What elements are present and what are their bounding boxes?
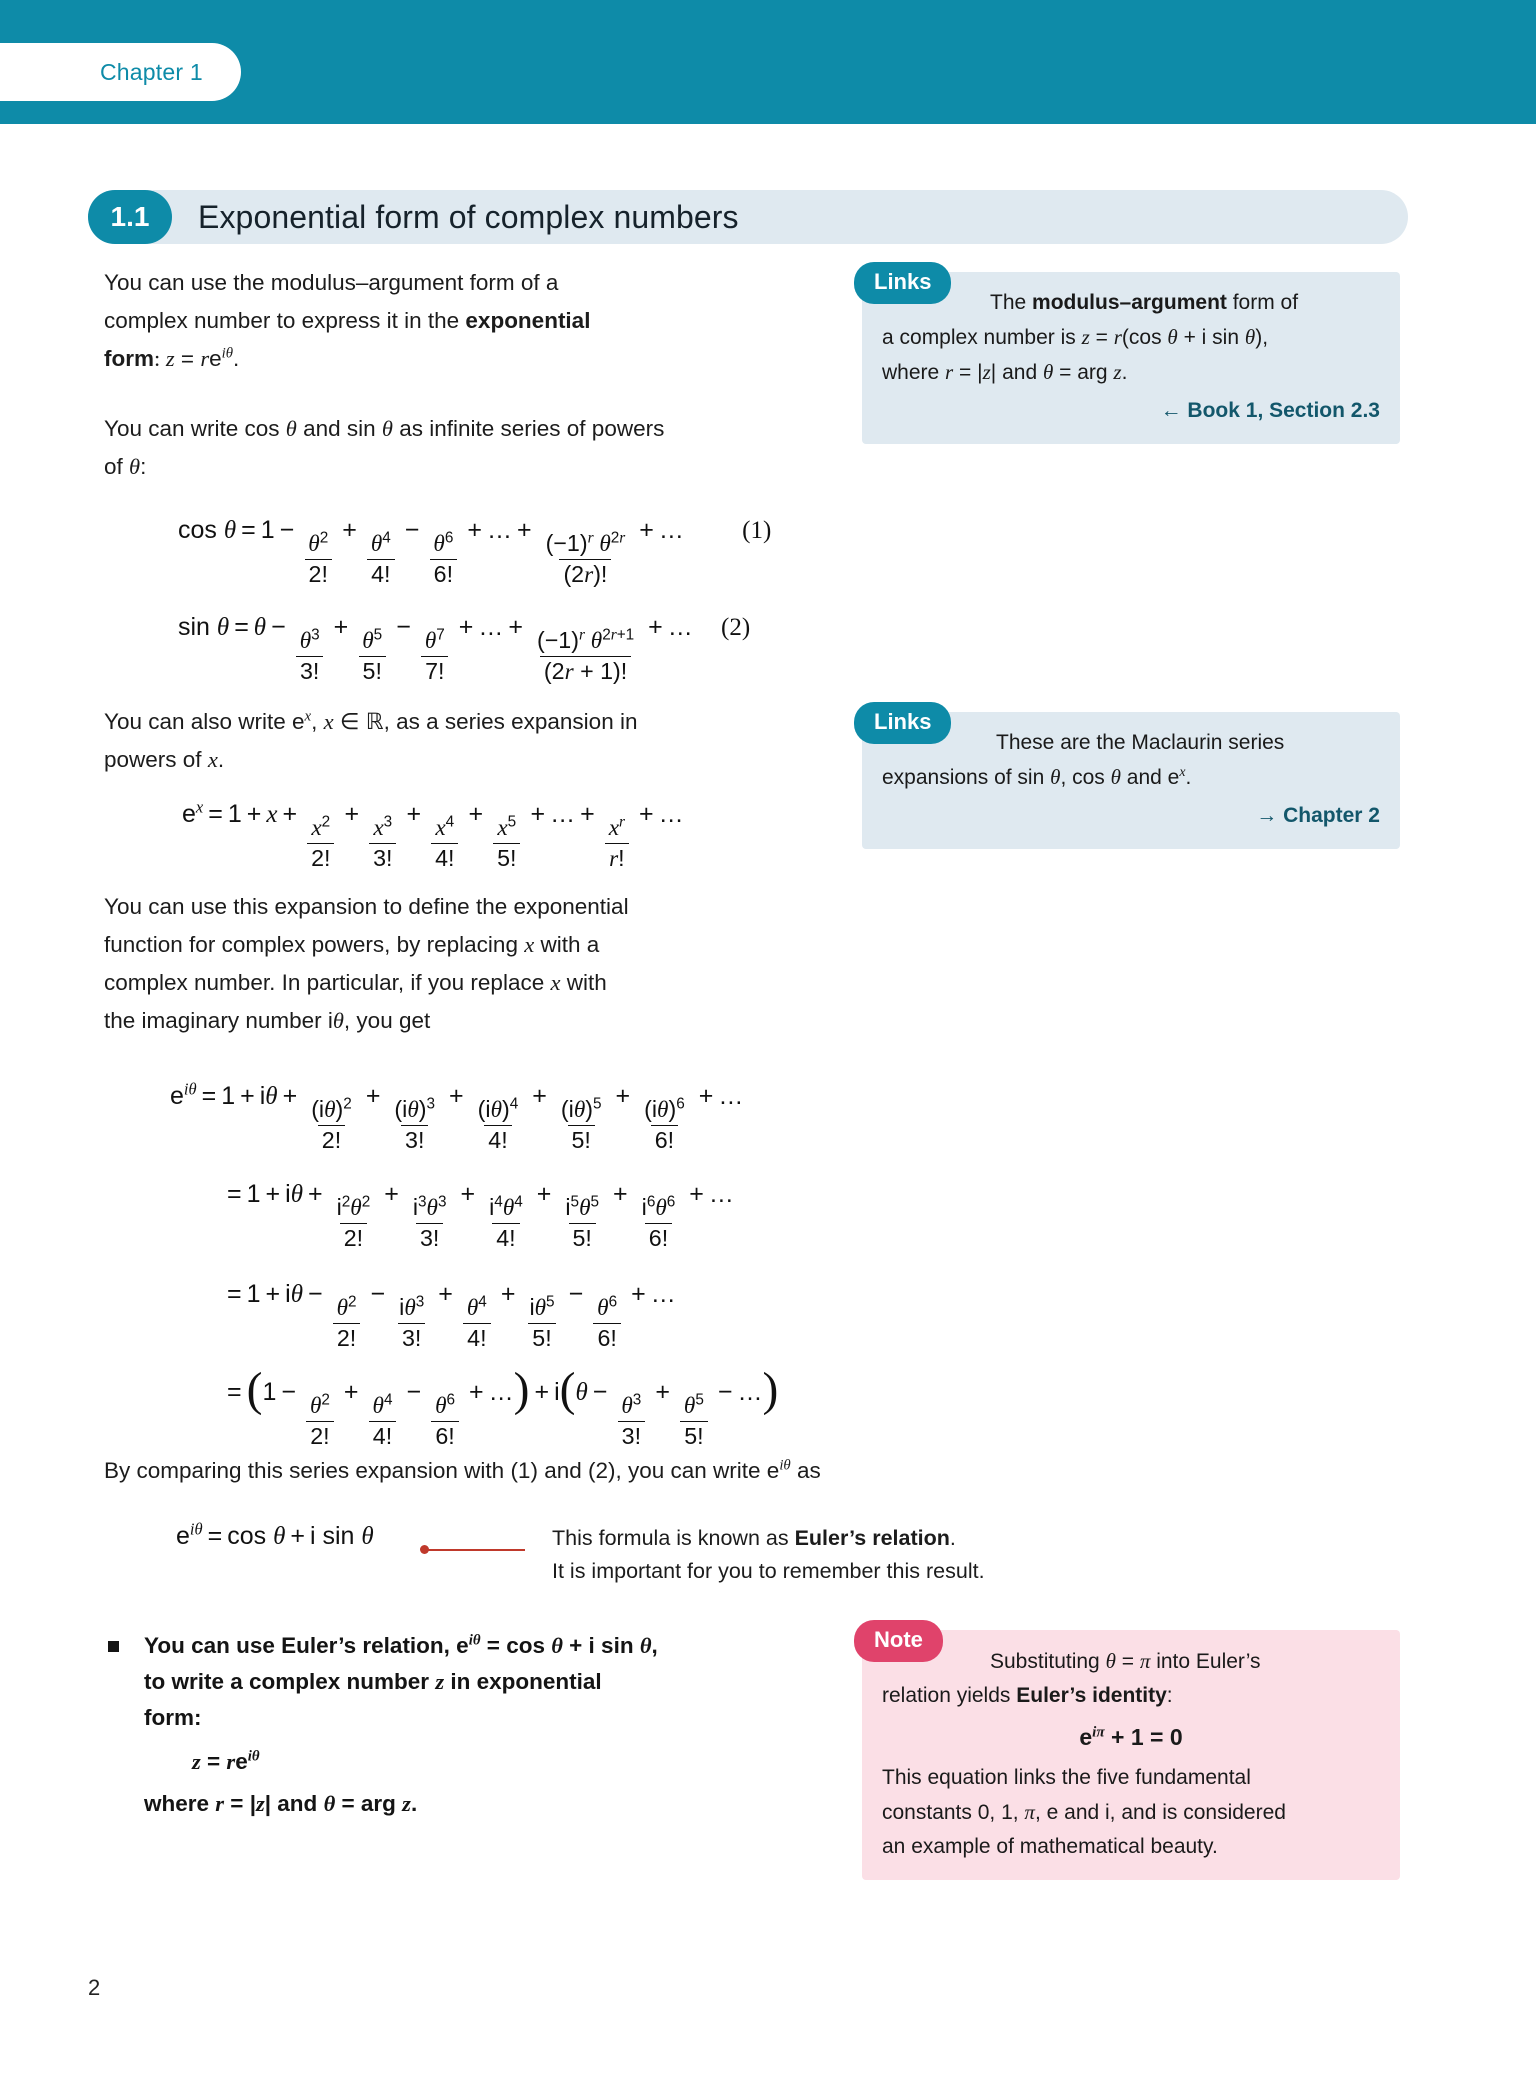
note-identity-formula: $e^{i\pi} + 1 = 0$ [1079, 1723, 1183, 1750]
equation-euler-step-1: $e^{i\theta} = 1 + i\theta$ + $\frac{(i\theta)^2}{2!}$ + $\frac{(i\theta)^3}{3!}$ + $\frac{(i\theta)^4}{4!}$ + $\frac{(i\theta)^5}{5!}$ + $\frac{(i\theta)^6}{6!}$ + … [170, 1079, 744, 1153]
page-title: Exponential form of complex numbers [198, 198, 739, 235]
exp-series-line2: powers of x. [104, 747, 225, 772]
links1-bold: modulus–argument [1032, 291, 1227, 314]
comparison-line: By comparing this series expansion with (1) and (2), you can write $e^{i\theta}$ as [104, 1457, 821, 1483]
equation-euler-step-2: = 1 + iθ + $\frac{i^2\theta^2}{2!}$ + $\frac{i^3\theta^3}{3!}$ + $\frac{i^4\theta^4}{4!}$ + $\frac{i^5\theta^5}{5!}$ + $\frac{i^6\theta^6}{6!}$ + … [227, 1180, 734, 1251]
intro-paragraph: You can use the modulus–argument form of a complex number to express it in the exponential form: $z = re^{i\theta}$. [104, 270, 591, 371]
section-header [88, 190, 1408, 244]
links-pill-1: Links [854, 262, 951, 304]
note-line5: an example of mathematical beauty. [882, 1835, 1218, 1858]
exp-series-line1: You can also write $e^x$, x ∈ ℝ, as a series expansion in [104, 708, 638, 734]
cp-line4: the imaginary number iθ, you get [104, 1008, 431, 1033]
chapter-label: Chapter 1 [100, 58, 203, 85]
kp-formula: $z = re^{i\theta}$ [192, 1748, 260, 1774]
cp-line3: complex number. In particular, if you replace x with [104, 970, 607, 995]
equation-euler-step-4: = (1 − $\frac{\theta^2}{2!}$ + $\frac{\theta^4}{4!}$ − $\frac{\theta^6}{6!}$ + …) + i(θ − $\frac{\theta^3}{3!}$ + $\frac{\theta^5}{5!}$ − …) [227, 1363, 779, 1449]
series-intro-paragraph [104, 410, 824, 486]
series-intro-line1: You can write cos θ and sin θ as infinite series of powers [104, 416, 665, 441]
links1-line1c: form of [1226, 291, 1299, 314]
key-point-block [108, 1628, 768, 1822]
annotation-text [552, 1522, 1112, 1588]
links2-line2: expansions of sin θ, cos θ and $e^x$. [882, 764, 1192, 789]
equation-sin-series: sin θ = θ − $\frac{\theta^3}{3!}$ + $\frac{\theta^5}{5!}$ − $\frac{\theta^7}{7!}$ + … + $\frac{(-1)^r \theta^{2r+1}}{(2r + 1)!}$ + … (2) [178, 613, 751, 685]
equation-euler-step-3: = 1 + iθ − $\frac{\theta^2}{2!}$ − $\frac{i\theta^3}{3!}$ + $\frac{\theta^4}{4!}$ + $\frac{i\theta^5}{5!}$ − $\frac{\theta^6}{6!}$ + … [227, 1280, 676, 1351]
equation-euler-relation: $e^{i\theta} = \cos \theta + i$ sin θ [176, 1519, 374, 1550]
links2-line1: These are the Maclaurin series [996, 731, 1285, 754]
chapter-tab [0, 43, 241, 101]
intro-bold-form: form [104, 346, 154, 371]
cp-line2: function for complex powers, by replacing x with a [104, 932, 600, 957]
cp-line1: You can use this expansion to define the exponential [104, 894, 629, 919]
note-line2a: relation yields [882, 1684, 1017, 1707]
intro-line-1: You can use the modulus–argument form of a [104, 270, 559, 295]
note-callout [862, 1627, 1400, 1880]
note-line4: constants 0, 1, π, e and i, and is considered [882, 1800, 1286, 1824]
annot-line2: It is important for you to remember this result. [552, 1559, 985, 1583]
kp-line1: You can use Euler’s relation, $e^{i\theta} = \cos \theta + i$ sin θ, [144, 1632, 658, 1658]
links-callout-2 [862, 709, 1400, 849]
exp-series-paragraph [104, 703, 804, 779]
kp-line2: to write a complex number z in exponential [144, 1669, 602, 1694]
series-intro-line2: of θ: [104, 454, 147, 479]
annot-bold: Euler’s relation [794, 1526, 950, 1550]
links1-reference: ← Book 1, Section 2.3 [1160, 399, 1380, 422]
comparison-paragraph [104, 1452, 1024, 1490]
equation-number-1: (1) [742, 517, 772, 544]
links-pill-2: Links [854, 702, 951, 744]
equation-number-2: (2) [721, 614, 751, 641]
note-line1: Substituting θ = π into Euler’s [990, 1649, 1261, 1673]
section-number-badge: 1.1 [88, 190, 172, 244]
note-line3: This equation links the five fundamental [882, 1766, 1251, 1789]
kp-line4: where r = |z| and θ = arg z. [144, 1791, 418, 1816]
intro-bold-exponential: exponential [465, 308, 591, 333]
equation-exp-x-series: $e^x = 1 + x$ + $\frac{x^2}{2!}$ + $\frac{x^3}{3!}$ + $\frac{x^4}{4!}$ + $\frac{x^5}{5!}$ + … + $\frac{x^r}{r!}$ + … [182, 797, 684, 872]
intro-line-2a: complex number to express it in the [104, 308, 466, 333]
links2-reference: → Chapter 2 [1256, 804, 1380, 827]
equation-cos-series: cos θ = 1 − $\frac{\theta^2}{2!}$ + $\frac{\theta^4}{4!}$ − $\frac{\theta^6}{6!}$ + … + $\frac{(-1)^r \theta^{2r}}{(2r)!}$ + … (1) [178, 516, 772, 588]
links-callout-1 [862, 269, 1400, 444]
page-number: 2 [88, 1975, 101, 2000]
annot-line1c: . [949, 1526, 956, 1550]
complex-powers-paragraph [104, 888, 804, 1040]
links1-line3: where r = |z| and θ = arg z. [882, 360, 1128, 384]
intro-math-z: z [165, 346, 175, 371]
links1-line1a: The [990, 291, 1033, 314]
annot-line1a: This formula is known as [552, 1526, 795, 1550]
annotation-line [425, 1549, 525, 1551]
links1-line2: a complex number is z = r(cos θ + i sin θ), [882, 325, 1269, 349]
note-bold-identity: Euler’s identity [1016, 1684, 1167, 1707]
note-pill: Note [854, 1620, 943, 1662]
note-line2c: : [1166, 1684, 1173, 1707]
key-point-bullet-icon [108, 1641, 119, 1652]
kp-line3: form: [144, 1705, 202, 1730]
